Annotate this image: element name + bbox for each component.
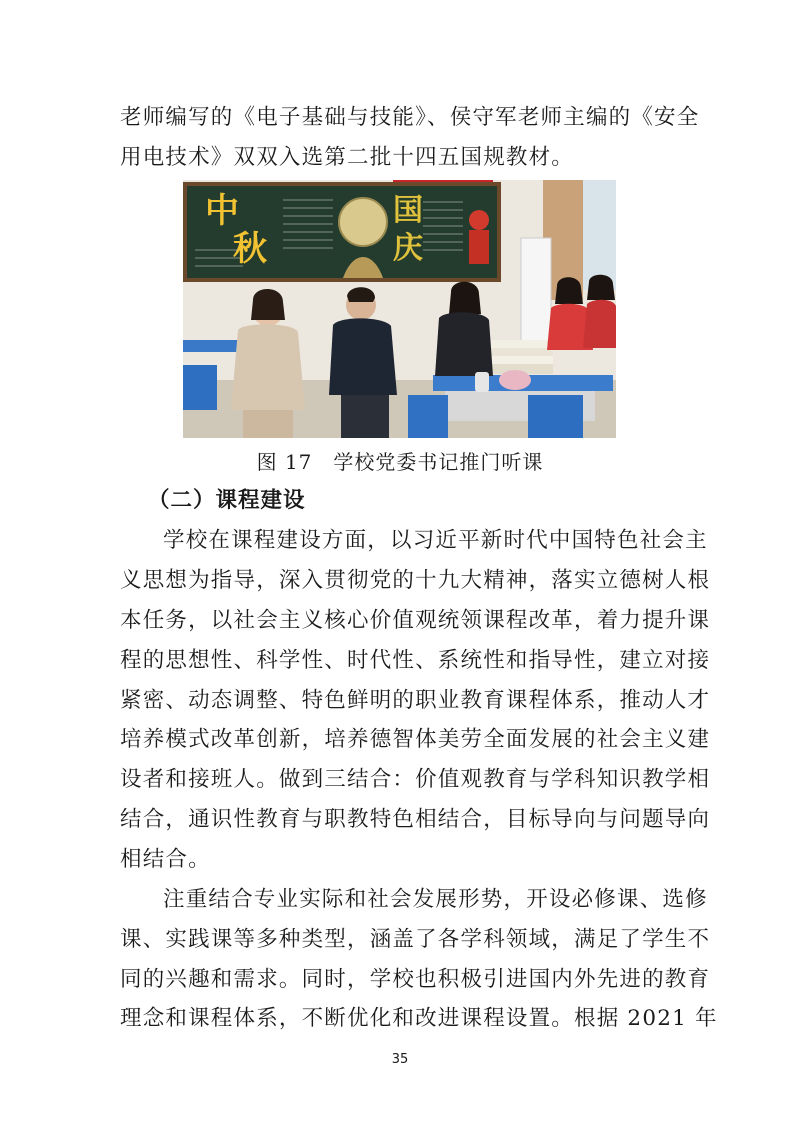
text-line: 程的思想性、科学性、时代性、系统性和指导性，建立对接 — [120, 648, 711, 673]
chalkboard-char: 中 — [205, 191, 239, 231]
chalkboard-char: 秋 — [233, 229, 267, 269]
text-line: 义思想为指导，深入贯彻党的十九大精神，落实立德树人根 — [120, 568, 711, 593]
text-line: 相结合。 — [120, 847, 211, 872]
section-heading: （二）课程建设 — [148, 488, 306, 513]
text-line: 结合，通识性教育与职教特色相结合，目标导向与问题导向 — [120, 807, 711, 832]
text-line: 用电技术》双双入选第二批十四五国规教材。 — [120, 145, 575, 170]
classroom-photo — [183, 180, 616, 438]
text-line: 本任务，以社会主义核心价值观统领课程改革，着力提升课 — [120, 608, 711, 633]
page-number: 35 — [391, 1052, 409, 1067]
text-line: 培养模式改革创新，培养德智体美劳全面发展的社会主义建 — [120, 727, 711, 752]
text-line: 设者和接班人。做到三结合：价值观教育与学科知识教学相 — [120, 767, 711, 792]
text-line: 老师编写的《电子基础与技能》、侯守军老师主编的《安全 — [120, 105, 700, 130]
chalkboard-char: 国 — [393, 193, 423, 228]
text-line: 注重结合专业实际和社会发展形势，开设必修课、选修 — [163, 887, 708, 912]
text-line: 学校在课程建设方面，以习近平新时代中国特色社会主 — [163, 528, 708, 553]
text-line: 同的兴趣和需求。同时，学校也积极引进国内外先进的教育 — [120, 967, 711, 992]
text-line: 课、实践课等多种类型，涵盖了各学科领域，满足了学生不 — [120, 927, 711, 952]
text-line: 紧密、动态调整、特色鲜明的职业教育课程体系，推动人才 — [120, 688, 711, 713]
text-line: 理念和课程体系，不断优化和改进课程设置。根据 2021 年 — [120, 1006, 718, 1031]
chalkboard-char: 庆 — [393, 231, 423, 266]
figure-caption: 图 17 学校党委书记推门听课 — [256, 450, 544, 474]
